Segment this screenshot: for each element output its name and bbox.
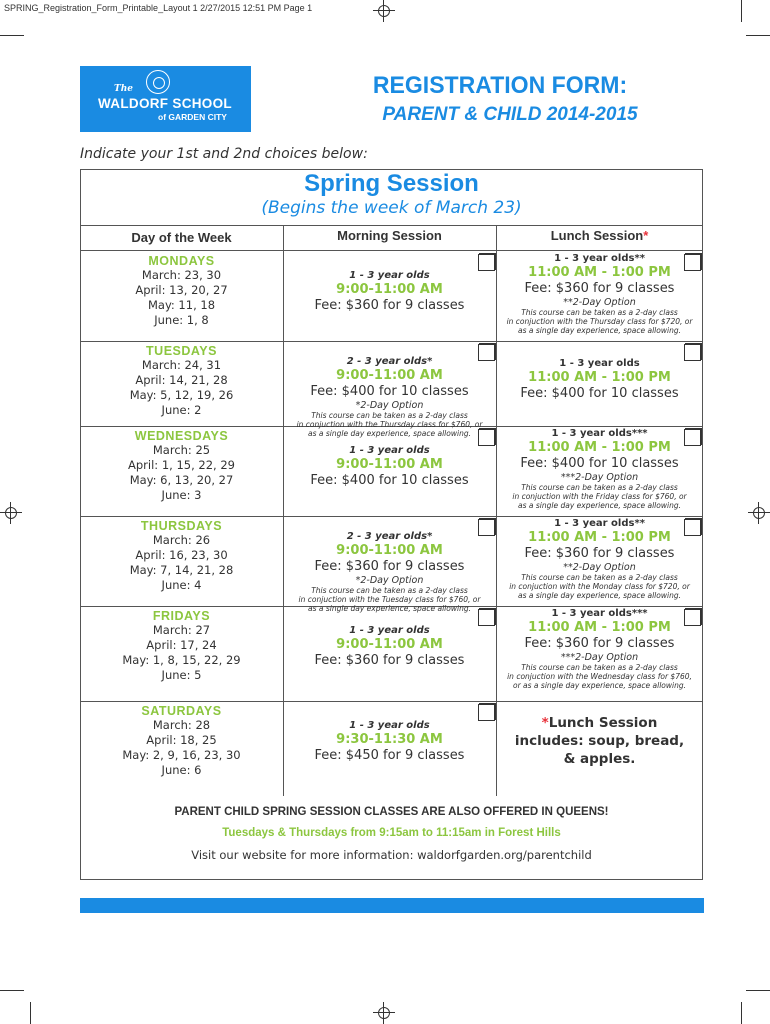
lunch-two-day-option: ***2-Day Option — [560, 472, 639, 483]
morning-time: 9:00-11:00 AM — [336, 282, 443, 297]
logo-the: The — [114, 84, 133, 94]
instruction-text: Indicate your 1st and 2nd choices below: — [80, 146, 368, 162]
lunch-option-note: as a single day experience, space allowing. — [518, 326, 681, 335]
session-title: Spring Session — [304, 170, 479, 197]
registration-mark-left — [0, 502, 22, 524]
morning-age-group: 2 - 3 year olds* — [346, 531, 433, 542]
morning-fee: Fee: $400 for 10 classes — [310, 384, 469, 399]
lunch-option-note: This course can be taken as a 2-day class — [521, 483, 678, 492]
morning-session-cell — [283, 530, 496, 613]
form-subtitle: PARENT & CHILD 2014-2015 — [382, 104, 638, 125]
registration-mark-bottom — [373, 1002, 395, 1024]
crop-mark — [741, 0, 742, 22]
date-line: May: 11, 18 — [147, 298, 216, 312]
day-cell — [80, 704, 283, 778]
date-line: March: 26 — [152, 533, 211, 547]
morning-session-cell — [283, 624, 496, 669]
day-name: WEDNESDAYS — [134, 429, 229, 443]
lunch-option-note: in conjuction with the Thursday class for $720, or — [506, 317, 693, 326]
footer-blue-bar — [80, 898, 704, 913]
day-name: MONDAYS — [148, 254, 215, 268]
date-line: May: 7, 14, 21, 28 — [129, 563, 234, 577]
morning-choice-checkbox[interactable] — [478, 429, 495, 446]
lunch-age-group: 1 - 3 year olds** — [554, 253, 645, 264]
header-day: Day of the Week — [131, 230, 232, 245]
session-subtitle: (Begins the week of March 23) — [261, 198, 522, 218]
day-cell — [80, 519, 283, 593]
morning-option-note: as a single day experience, space allowing. — [308, 604, 471, 613]
lunch-time: 11:00 AM - 1:00 PM — [528, 370, 671, 385]
forest-hills-times: Tuesdays & Thursdays from 9:15am to 11:15am in Forest Hills — [222, 827, 561, 839]
date-line: March: 27 — [152, 623, 211, 637]
form-title: REGISTRATION FORM: — [372, 72, 628, 99]
lunch-time: 11:00 AM - 1:00 PM — [528, 265, 671, 280]
lunch-two-day-option: **2-Day Option — [563, 297, 636, 308]
lunch-info-line: includes: soup, bread, — [514, 733, 685, 749]
date-line: April: 1, 15, 22, 29 — [128, 458, 235, 472]
morning-session-cell — [283, 719, 496, 764]
lunch-info-asterisk: * — [541, 715, 549, 731]
morning-choice-checkbox[interactable] — [478, 344, 495, 361]
date-line: June: 5 — [161, 668, 202, 682]
morning-option-note: in conjuction with the Tuesday class for $760, or — [298, 595, 481, 604]
day-name: THURSDAYS — [140, 519, 223, 533]
morning-fee: Fee: $360 for 9 classes — [314, 298, 465, 313]
row-divider — [80, 341, 703, 342]
lunch-age-group: 1 - 3 year olds** — [554, 518, 645, 529]
day-cell — [80, 344, 283, 418]
morning-time: 9:00-11:00 AM — [336, 637, 443, 652]
morning-age-group: 1 - 3 year olds — [349, 720, 430, 731]
day-name: TUESDAYS — [146, 344, 217, 358]
crop-mark — [746, 35, 770, 36]
date-line: June: 4 — [161, 578, 202, 592]
day-cell — [80, 609, 283, 683]
crop-mark — [30, 1002, 31, 1024]
lunch-session-cell — [496, 252, 703, 335]
morning-time: 9:00-11:00 AM — [336, 543, 443, 558]
lunch-option-note: in conjuction with the Monday class for $720, or — [509, 582, 690, 591]
morning-option-note: This course can be taken as a 2-day class — [311, 586, 468, 595]
lunch-age-group: 1 - 3 year olds*** — [551, 428, 648, 439]
logo-school-name: WALDORF SCHOOL — [98, 96, 232, 111]
lunch-two-day-option: ***2-Day Option — [560, 652, 639, 663]
lunch-fee: Fee: $400 for 10 classes — [520, 456, 679, 471]
header-lunch-label: Lunch Session — [550, 228, 644, 243]
header-lunch-asterisk: * — [643, 228, 649, 243]
lunch-time: 11:00 AM - 1:00 PM — [528, 530, 671, 545]
lunch-option-note: This course can be taken as a 2-day class — [521, 573, 678, 582]
lunch-two-day-option: **2-Day Option — [563, 562, 636, 573]
date-line: May: 2, 9, 16, 23, 30 — [122, 748, 241, 762]
lunch-session-cell — [496, 357, 703, 402]
print-header: SPRING_Registration_Form_Printable_Layout 1 2/27/2015 12:51 PM Page 1 — [4, 3, 313, 13]
morning-choice-checkbox[interactable] — [478, 609, 495, 626]
header-row-divider — [80, 250, 703, 251]
morning-age-group: 1 - 3 year olds — [349, 625, 430, 636]
morning-time: 9:00-11:00 AM — [336, 368, 443, 383]
date-line: April: 13, 20, 27 — [135, 283, 228, 297]
date-line: June: 2 — [161, 403, 202, 417]
crop-mark — [741, 1002, 742, 1024]
morning-age-group: 2 - 3 year olds* — [346, 356, 433, 367]
lunch-fee: Fee: $360 for 9 classes — [524, 281, 675, 296]
header-lunch — [496, 228, 703, 243]
lunch-info-line — [496, 714, 703, 732]
lunch-option-note: as a single day experience, space allowing. — [518, 501, 681, 510]
morning-session-cell — [283, 269, 496, 314]
morning-choice-checkbox[interactable] — [478, 704, 495, 721]
day-cell — [80, 429, 283, 503]
morning-fee: Fee: $360 for 9 classes — [314, 559, 465, 574]
morning-time: 9:00-11:00 AM — [336, 457, 443, 472]
morning-option-note: This course can be taken as a 2-day class — [311, 411, 468, 420]
lunch-session-cell — [496, 427, 703, 510]
row-divider — [80, 701, 703, 702]
morning-fee: Fee: $450 for 9 classes — [314, 748, 465, 763]
date-line: March: 24, 31 — [141, 358, 222, 372]
date-line: April: 16, 23, 30 — [135, 548, 228, 562]
morning-choice-checkbox[interactable] — [478, 254, 495, 271]
lunch-info-line: & apples. — [563, 751, 636, 767]
date-line: March: 28 — [152, 718, 211, 732]
day-name: SATURDAYS — [141, 704, 222, 718]
schedule-table — [80, 225, 703, 796]
crop-mark — [0, 35, 24, 36]
date-line: May: 1, 8, 15, 22, 29 — [122, 653, 241, 667]
lunch-age-group: 1 - 3 year olds — [559, 358, 640, 369]
website-info: Visit our website for more information: waldorfgarden.org/parentchild — [191, 848, 592, 862]
date-line: May: 6, 13, 20, 27 — [129, 473, 234, 487]
morning-two-day-option: *2-Day Option — [355, 575, 424, 586]
morning-fee: Fee: $360 for 9 classes — [314, 653, 465, 668]
lunch-fee: Fee: $360 for 9 classes — [524, 546, 675, 561]
morning-age-group: 1 - 3 year olds — [349, 445, 430, 456]
morning-choice-checkbox[interactable] — [478, 519, 495, 536]
morning-option-note: in conjuction with the Thursday class for $760, or — [296, 420, 483, 429]
date-line: June: 3 — [161, 488, 202, 502]
lunch-choice-checkbox[interactable] — [684, 254, 701, 271]
lunch-choice-checkbox[interactable] — [684, 519, 701, 536]
morning-session-cell — [283, 444, 496, 489]
lunch-option-note: in conjuction with the Friday class for $760, or — [512, 492, 687, 501]
lunch-session-cell — [496, 607, 703, 690]
day-name: FRIDAYS — [152, 609, 211, 623]
logo-location: of GARDEN CITY — [158, 112, 227, 122]
lunch-option-note: or as a single day experience, space allowing. — [512, 681, 686, 690]
morning-time: 9:30-11:30 AM — [336, 732, 443, 747]
date-line: April: 17, 24 — [146, 638, 217, 652]
lunch-time: 11:00 AM - 1:00 PM — [528, 440, 671, 455]
registration-mark-top — [373, 0, 395, 22]
crop-mark — [0, 990, 24, 991]
lunch-option-note: as a single day experience, space allowing. — [518, 591, 681, 600]
school-logo — [80, 66, 251, 132]
lunch-option-note: This course can be taken as a 2-day class — [521, 308, 678, 317]
queens-notice: PARENT CHILD SPRING SESSION CLASSES ARE ALSO OFFERED IN QUEENS! — [174, 806, 609, 818]
lunch-info-title: Lunch Session — [548, 715, 658, 731]
lunch-option-note: in conjuction with the Wednesday class for $760, — [507, 672, 692, 681]
date-line: April: 18, 25 — [146, 733, 217, 747]
lunch-choice-checkbox[interactable] — [684, 609, 701, 626]
lunch-time: 11:00 AM - 1:00 PM — [528, 620, 671, 635]
morning-session-cell — [283, 355, 496, 438]
header-morning: Morning Session — [337, 228, 442, 243]
lunch-choice-checkbox[interactable] — [684, 429, 701, 446]
date-line: April: 14, 21, 28 — [135, 373, 228, 387]
crop-mark — [746, 990, 770, 991]
lunch-age-group: 1 - 3 year olds*** — [551, 608, 648, 619]
date-line: March: 23, 30 — [141, 268, 222, 282]
lunch-fee: Fee: $400 for 10 classes — [520, 386, 679, 401]
flower-emblem-icon — [146, 70, 170, 94]
day-cell — [80, 254, 283, 328]
date-line: May: 5, 12, 19, 26 — [129, 388, 234, 402]
morning-fee: Fee: $400 for 10 classes — [310, 473, 469, 488]
lunch-info-cell — [496, 714, 703, 768]
morning-age-group: 1 - 3 year olds — [349, 270, 430, 281]
morning-two-day-option: *2-Day Option — [355, 400, 424, 411]
date-line: March: 25 — [152, 443, 211, 457]
morning-option-note: as a single day experience, space allowing. — [308, 429, 471, 438]
date-line: June: 1, 8 — [154, 313, 209, 327]
date-line: June: 6 — [161, 763, 202, 777]
lunch-fee: Fee: $360 for 9 classes — [524, 636, 675, 651]
lunch-choice-checkbox[interactable] — [684, 344, 701, 361]
lunch-session-cell — [496, 517, 703, 600]
lunch-option-note: This course can be taken as a 2-day class — [521, 663, 678, 672]
registration-mark-right — [748, 502, 770, 524]
